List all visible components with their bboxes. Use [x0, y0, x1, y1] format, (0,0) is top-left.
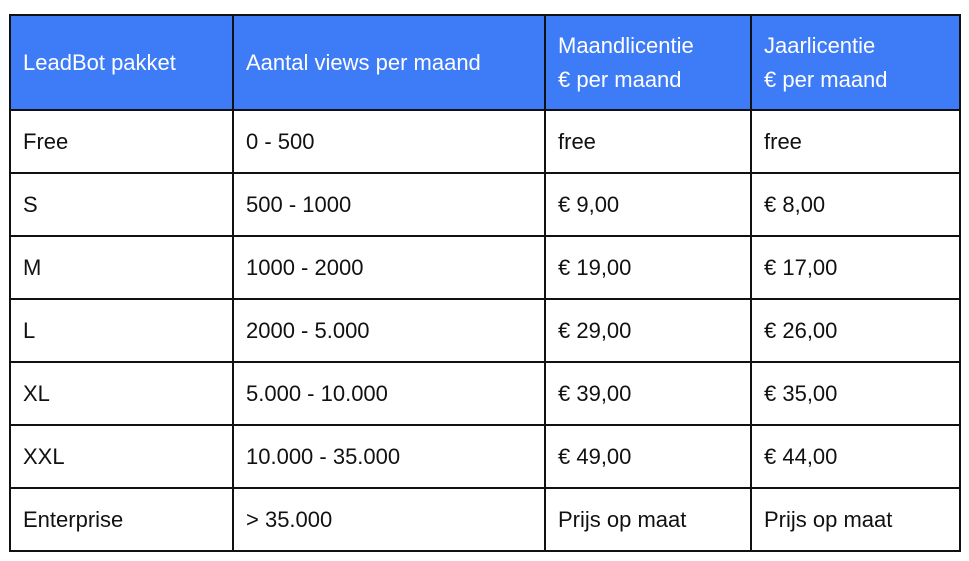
cell-views: 0 - 500	[233, 110, 545, 173]
cell-package: Enterprise	[10, 488, 233, 551]
cell-monthly-price: free	[545, 110, 751, 173]
cell-yearly-price: free	[751, 110, 960, 173]
cell-monthly-price: € 39,00	[545, 362, 751, 425]
cell-views: 1000 - 2000	[233, 236, 545, 299]
cell-views: 2000 - 5.000	[233, 299, 545, 362]
header-package	[10, 15, 233, 110]
table-row	[10, 173, 960, 236]
header-package-label: LeadBot pakket	[23, 49, 176, 75]
cell-views: 10.000 - 35.000	[233, 425, 545, 488]
header-yearly-license	[751, 15, 960, 110]
cell-package: L	[10, 299, 233, 362]
header-monthly-license	[545, 15, 751, 110]
header-yearly-license-unit: € per maand	[764, 66, 888, 92]
header-views	[233, 15, 545, 110]
cell-yearly-price: € 35,00	[751, 362, 960, 425]
cell-yearly-price: € 17,00	[751, 236, 960, 299]
table-header	[10, 15, 960, 110]
cell-views: 500 - 1000	[233, 173, 545, 236]
header-monthly-license-unit: € per maand	[558, 66, 682, 92]
cell-package: XXL	[10, 425, 233, 488]
table-row	[10, 110, 960, 173]
cell-yearly-price: Prijs op maat	[751, 488, 960, 551]
cell-package: Free	[10, 110, 233, 173]
cell-monthly-price: € 49,00	[545, 425, 751, 488]
cell-yearly-price: € 44,00	[751, 425, 960, 488]
header-views-label: Aantal views per maand	[246, 49, 481, 75]
cell-package: XL	[10, 362, 233, 425]
table-row	[10, 299, 960, 362]
cell-package: S	[10, 173, 233, 236]
header-row	[10, 15, 960, 110]
table-body	[10, 110, 960, 551]
cell-monthly-price: Prijs op maat	[545, 488, 751, 551]
table-row	[10, 236, 960, 299]
header-monthly-license-title: Maandlicentie	[558, 32, 694, 58]
header-yearly-license-title: Jaarlicentie	[764, 32, 876, 58]
cell-package: M	[10, 236, 233, 299]
cell-yearly-price: € 8,00	[751, 173, 960, 236]
cell-monthly-price: € 29,00	[545, 299, 751, 362]
cell-views: 5.000 - 10.000	[233, 362, 545, 425]
pricing-table	[9, 14, 961, 552]
cell-views: > 35.000	[233, 488, 545, 551]
cell-monthly-price: € 19,00	[545, 236, 751, 299]
cell-monthly-price: € 9,00	[545, 173, 751, 236]
table-row	[10, 425, 960, 488]
cell-yearly-price: € 26,00	[751, 299, 960, 362]
table-row	[10, 488, 960, 551]
table-row	[10, 362, 960, 425]
